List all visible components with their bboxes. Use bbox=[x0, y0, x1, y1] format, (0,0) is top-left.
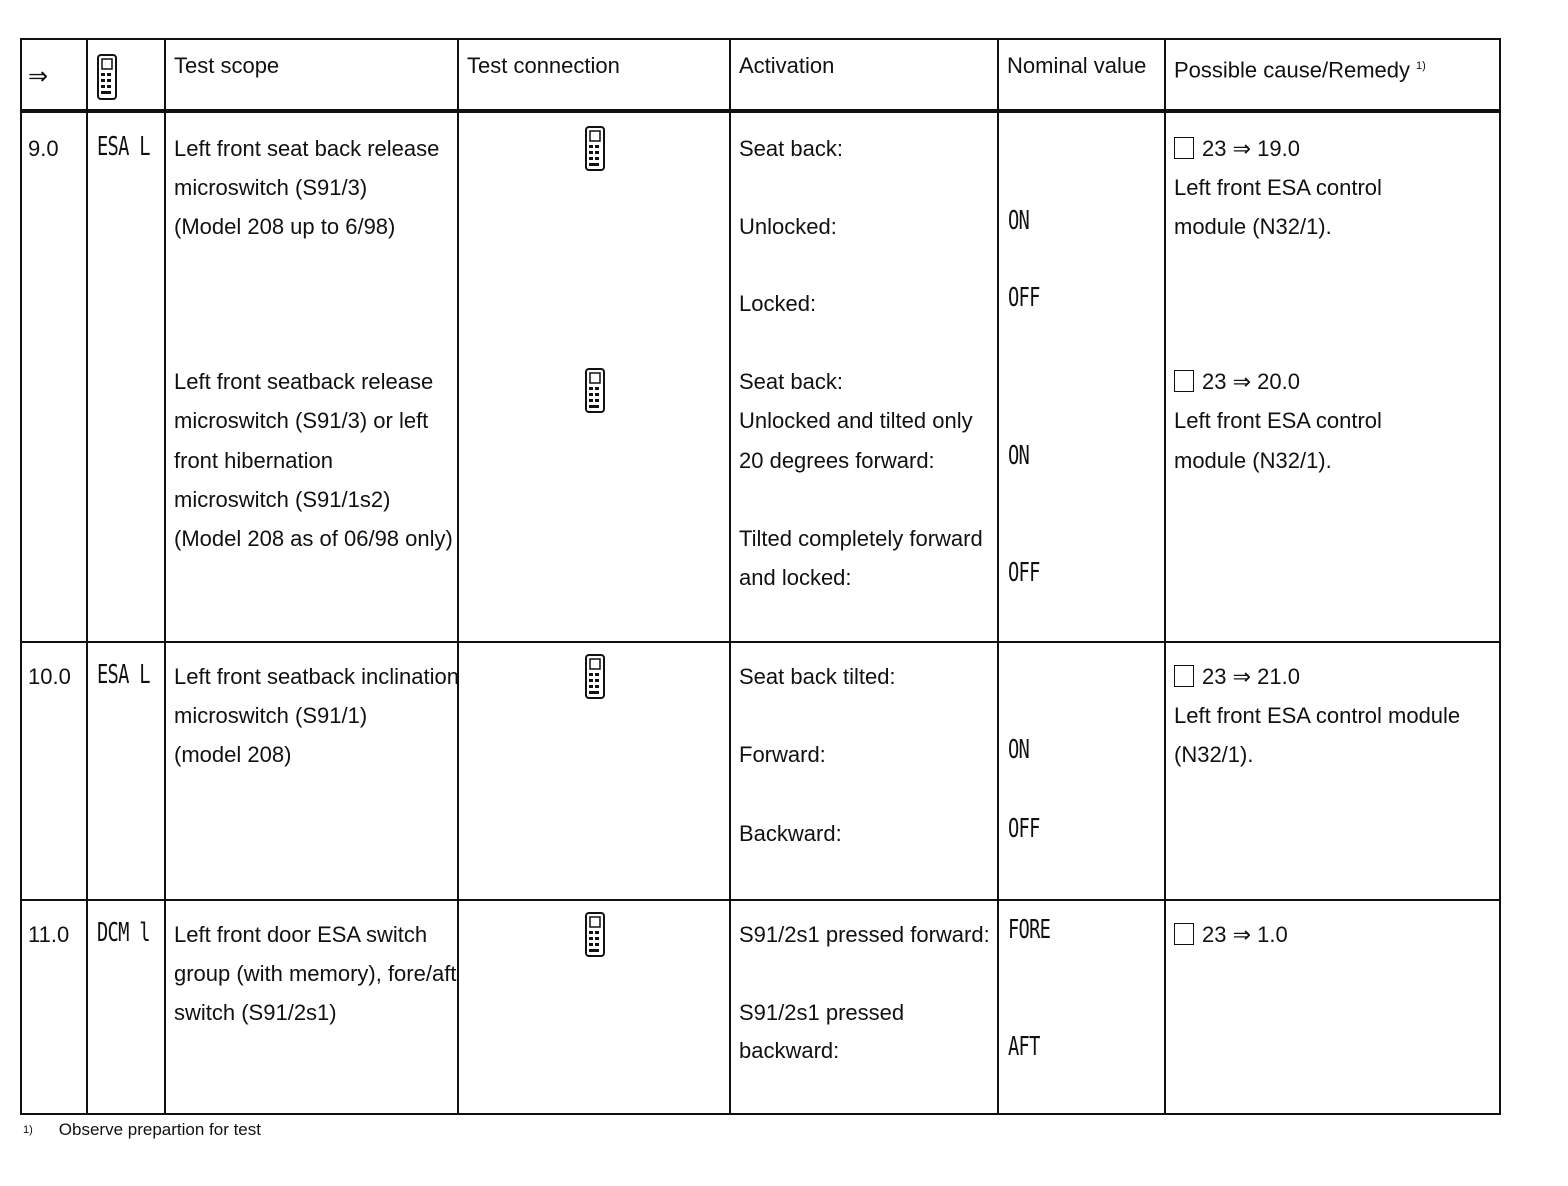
nominal-value: FORE bbox=[1008, 915, 1051, 945]
test-scope-line: Left front door ESA switch bbox=[174, 922, 428, 947]
test-scope-line: (Model 208 as of 06/98 only) bbox=[174, 526, 453, 551]
header-divider bbox=[20, 109, 1501, 113]
test-scope-line: switch (S91/2s1) bbox=[174, 1000, 337, 1025]
test-scope-line: Left front seatback release bbox=[174, 369, 434, 394]
remedy-line: module (N32/1). bbox=[1174, 214, 1332, 239]
activation-line: Seat back: bbox=[739, 369, 843, 394]
step-number: 9.0 bbox=[28, 136, 59, 161]
activation-line: Seat back tilted: bbox=[739, 664, 896, 689]
remedy-line: (N32/1). bbox=[1174, 742, 1254, 767]
nominal-value: OFF bbox=[1008, 283, 1040, 313]
test-scope-line: (model 208) bbox=[174, 742, 292, 767]
checkbox-square-icon bbox=[1174, 923, 1194, 945]
row-divider bbox=[20, 899, 1501, 901]
test-scope-header: Test scope bbox=[174, 53, 280, 78]
nominal-value: ON bbox=[1008, 441, 1030, 471]
footnote: 1) Observe prepartion for test bbox=[23, 1120, 261, 1139]
tester-icon bbox=[584, 126, 608, 172]
activation-line: Tilted completely forward bbox=[739, 526, 983, 551]
nominal-value: OFF bbox=[1008, 814, 1040, 844]
test-scope-line: microswitch (S91/1) bbox=[174, 703, 368, 728]
column-divider bbox=[997, 38, 999, 1115]
test-scope-line: microswitch (S91/3) bbox=[174, 175, 368, 200]
possible-cause-header: Possible cause/Remedy $^{1)}$ bbox=[1174, 57, 1426, 83]
checkbox-square-icon bbox=[1174, 370, 1194, 392]
activation-line: S91/2s1 pressed forward: bbox=[739, 922, 990, 947]
checkbox-square-icon bbox=[1174, 137, 1194, 159]
column-divider bbox=[729, 38, 731, 1115]
activation-line: 20 degrees forward: bbox=[739, 448, 935, 473]
remedy-reference: 23 ⇒ 21.0 bbox=[1174, 657, 1300, 696]
activation-line: S91/2s1 pressed bbox=[739, 1000, 905, 1025]
activation-line: Backward: bbox=[739, 821, 842, 846]
activation-line: Locked: bbox=[739, 291, 817, 316]
remedy-line: Left front ESA control bbox=[1174, 408, 1382, 433]
column-divider bbox=[164, 38, 166, 1115]
remedy-reference: 23 ⇒ 1.0 bbox=[1174, 915, 1288, 954]
column-divider bbox=[86, 38, 88, 1115]
tester-display-text: DCM l bbox=[97, 918, 150, 948]
test-scope-line: front hibernation bbox=[174, 448, 333, 473]
activation-line: Unlocked: bbox=[739, 214, 837, 239]
nominal-value: ON bbox=[1008, 206, 1030, 236]
nominal-value-header: Nominal value bbox=[1007, 53, 1147, 78]
remedy-line: module (N32/1). bbox=[1174, 448, 1332, 473]
row-divider bbox=[20, 641, 1501, 643]
test-scope-line: group (with memory), fore/aft bbox=[174, 961, 457, 986]
test-scope-line: microswitch (S91/3) or left bbox=[174, 408, 429, 433]
remedy-reference: 23 ⇒ 19.0 bbox=[1174, 129, 1300, 168]
tester-icon bbox=[584, 912, 608, 958]
test-scope-line: Left front seatback inclination bbox=[174, 664, 459, 689]
test-scope-line: (Model 208 up to 6/98) bbox=[174, 214, 396, 239]
nominal-value: OFF bbox=[1008, 558, 1040, 588]
activation-header: Activation bbox=[739, 53, 835, 78]
tester-display-text: ESA L bbox=[97, 660, 150, 690]
column-divider bbox=[1164, 38, 1166, 1115]
footnote-marker: 1) bbox=[1416, 60, 1426, 72]
test-scope-line: Left front seat back release bbox=[174, 136, 440, 161]
nominal-value: AFT bbox=[1008, 1032, 1040, 1062]
activation-line: backward: bbox=[739, 1038, 840, 1063]
column-divider bbox=[457, 38, 459, 1115]
test-connection-header: Test connection bbox=[467, 53, 620, 78]
tester-icon bbox=[584, 654, 608, 700]
activation-line: Seat back: bbox=[739, 136, 843, 161]
step-number: 11.0 bbox=[28, 922, 70, 947]
step-number: 10.0 bbox=[28, 664, 71, 689]
test-scope-line: microswitch (S91/1s2) bbox=[174, 487, 391, 512]
activation-line: Forward: bbox=[739, 742, 826, 767]
remedy-reference: 23 ⇒ 20.0 bbox=[1174, 362, 1300, 401]
nominal-value: ON bbox=[1008, 735, 1030, 765]
activation-line: and locked: bbox=[739, 565, 852, 590]
tester-display-text: ESA L bbox=[97, 132, 150, 162]
activation-line: Unlocked and tilted only bbox=[739, 408, 973, 433]
remedy-line: Left front ESA control bbox=[1174, 175, 1382, 200]
remedy-line: Left front ESA control module bbox=[1174, 703, 1461, 728]
tester-icon bbox=[96, 54, 120, 102]
arrow-header: ⇒ bbox=[28, 63, 49, 90]
checkbox-square-icon bbox=[1174, 665, 1194, 687]
tester-icon bbox=[584, 368, 608, 414]
